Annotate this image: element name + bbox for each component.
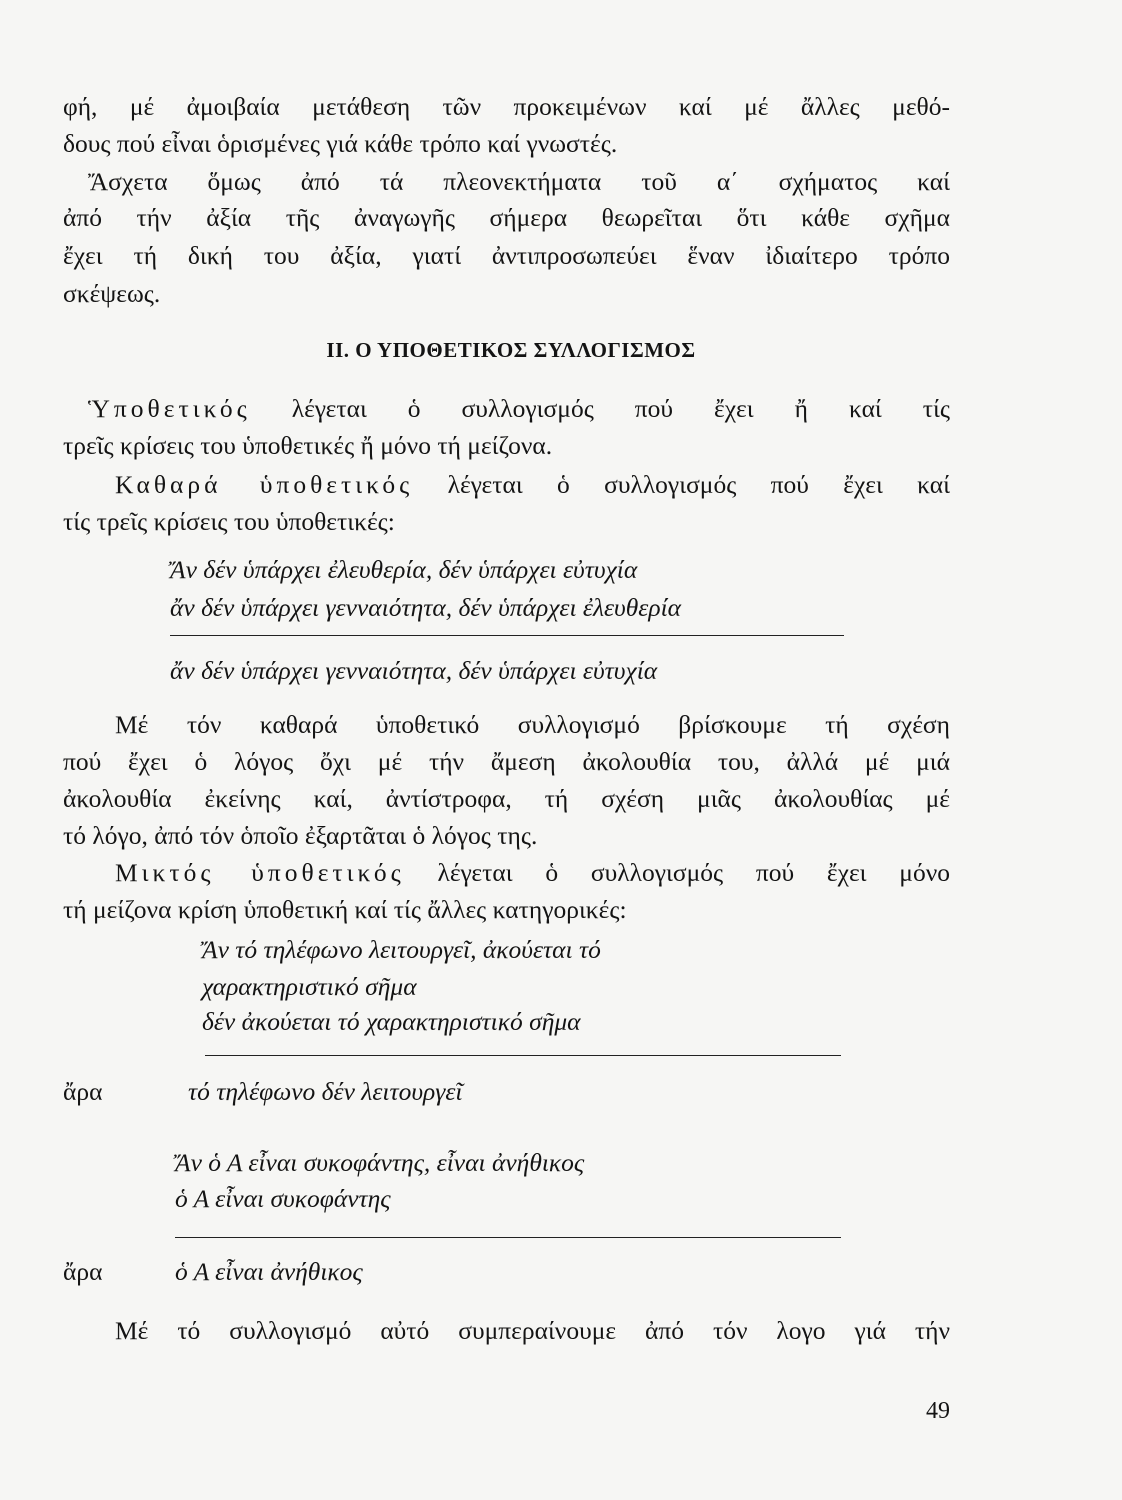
definition-pure bbox=[115, 470, 950, 500]
premise: Ἄν τό τηλέφωνο λειτουργεῖ, ἀκούεται τό bbox=[202, 935, 601, 964]
therefore-label: ἄρα bbox=[63, 1077, 103, 1106]
body-line: σκέψεως. bbox=[63, 279, 161, 308]
body-line: τίς τρεῖς κρίσεις του ὑποθετικές: bbox=[63, 507, 395, 536]
body-text: λέγεται ὁ συλλογισμός πού ἔχει καί bbox=[447, 470, 951, 499]
body-line: πού ἔχει ὁ λόγος ὄχι μέ τήν ἄμεση ἀκολουθία του, ἀλλά μέ μιά bbox=[63, 747, 950, 776]
premise: δέν ἀκούεται τό χαρακτηριστικό σῆμα bbox=[202, 1007, 581, 1036]
body-line: ἀκολουθία ἐκείνης καί, ἀντίστροφα, τή σχέση μιᾶς ἀκολουθίας μέ bbox=[63, 784, 950, 813]
body-line: ἔχει τή δική του ἀξία, γιατί ἀντιπροσωπεύει ἕναν ἰδιαίτερο τρόπο bbox=[63, 241, 950, 270]
page-number: 49 bbox=[926, 1398, 950, 1424]
definition-hypothetical bbox=[88, 394, 950, 424]
defined-term: Ὑποθετικός bbox=[88, 394, 251, 423]
conclusion: ὁ Α εἶναι ἀνήθικος bbox=[175, 1257, 363, 1286]
premise: Ἄν ὁ Α εἶναι συκοφάντης, εἶναι ἀνήθικος bbox=[175, 1148, 585, 1177]
premise: ἄν δέν ὑπάρχει γενναιότητα, δέν ὑπάρχει ἐλευθερία bbox=[170, 593, 682, 622]
inference-rule bbox=[175, 1237, 841, 1238]
body-line: ἀπό τήν ἀξία τῆς ἀναγωγῆς σήμερα θεωρεῖται ὅτι κάθε σχῆμα bbox=[63, 203, 950, 232]
body-line: φή, μέ ἀμοιβαία μετάθεση τῶν προκειμένων καί μέ ἄλλες μεθό- bbox=[63, 92, 950, 121]
body-text: λέγεται ὁ συλλογισμός πού ἔχει μόνο bbox=[437, 858, 950, 887]
inference-rule bbox=[205, 1055, 841, 1056]
inference-rule bbox=[170, 635, 844, 636]
premise: χαρακτηριστικό σῆμα bbox=[202, 972, 417, 1001]
defined-term: Μικτός ὑποθετικός bbox=[115, 858, 405, 887]
section-heading: II. Ο ΥΠΟΘΕΤΙΚΟΣ ΣΥΛΛΟΓΙΣΜΟΣ bbox=[326, 338, 696, 362]
premise: Ἄν δέν ὑπάρχει ἐλευθερία, δέν ὑπάρχει εὐτυχία bbox=[170, 555, 638, 584]
body-line: τή μείζονα κρίση ὑποθετική καί τίς ἄλλες κατηγορικές: bbox=[63, 895, 627, 924]
therefore-label: ἄρα bbox=[63, 1257, 103, 1286]
body-line: Μέ τόν καθαρά ὑποθετικό συλλογισμό βρίσκουμε τή σχέση bbox=[115, 710, 950, 739]
body-line: Μέ τό συλλογισμό αὐτό συμπεραίνουμε ἀπό τόν λογο γιά τήν bbox=[115, 1316, 950, 1345]
defined-term: Καθαρά ὑποθετικός bbox=[115, 470, 414, 499]
body-line: τό λόγο, ἀπό τόν ὁποῖο ἐξαρτᾶται ὁ λόγος της. bbox=[63, 821, 538, 850]
definition-mixed bbox=[115, 858, 950, 888]
premise: ὁ Α εἶναι συκοφάντης bbox=[175, 1184, 391, 1213]
conclusion: τό τηλέφωνο δέν λειτουργεῖ bbox=[188, 1077, 463, 1106]
body-line: Ἄσχετα ὅμως ἀπό τά πλεονεκτήματα τοῦ α΄ σχήματος καί bbox=[88, 167, 950, 196]
body-text: λέγεται ὁ συλλογισμός πού ἔχει ἤ καί τίς bbox=[291, 394, 950, 423]
body-line: τρεῖς κρίσεις του ὑποθετικές ἤ μόνο τή μείζονα. bbox=[63, 431, 553, 460]
body-line: δους πού εἶναι ὁρισμένες γιά κάθε τρόπο καί γνωστές. bbox=[63, 129, 618, 158]
conclusion: ἄν δέν ὑπάρχει γενναιότητα, δέν ὑπάρχει εὐτυχία bbox=[170, 656, 658, 685]
